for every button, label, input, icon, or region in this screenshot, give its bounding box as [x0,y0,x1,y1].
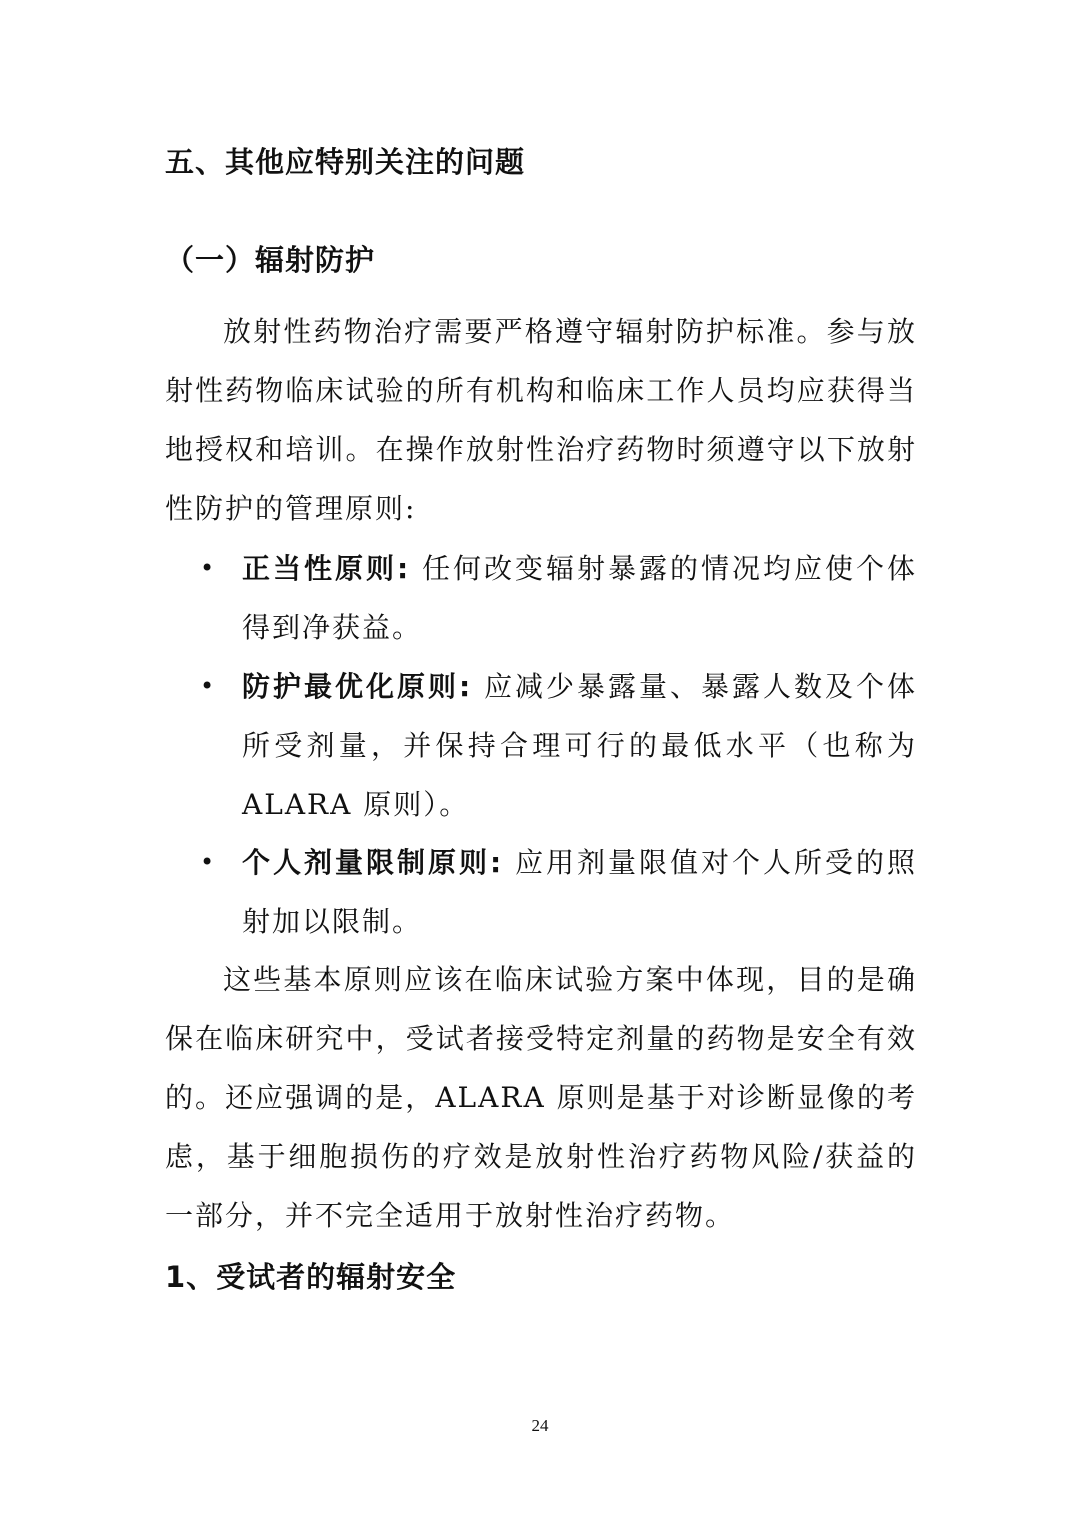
bullet-marker: • [200,672,215,700]
section-heading: 五、其他应特别关注的问题 [165,145,526,179]
bullet-text: 任何改变辐射暴露的情况均应使个体得到净获益。 [242,552,917,644]
bullet-term: 正当性原则: [242,552,411,585]
bullet-marker: • [200,848,215,876]
bullet-text: 应减少暴露量、暴露人数及个体所受剂量，并保持合理可行的最低水平（也称为 ALARA 原则）。 [242,670,918,821]
next-section-heading: 1、受试者的辐射安全 [165,1260,457,1294]
bullet-term: 防护最优化原则: [242,670,473,703]
bullet-item [200,833,917,951]
bullet-term: 个人剂量限制原则: [242,846,504,879]
bullet-text: 应用剂量限值对个人所受的照射加以限制。 [242,846,918,938]
page-number: 24 [531,1416,549,1435]
conclusion-paragraph: 这些基本原则应该在临床试验方案中体现，目的是确保在临床研究中，受试者接受特定剂量的药物是安全有效的。还应强调的是，ALARA 原则是基于对诊断显像的考虑，基于细胞损伤的疗效是放射性治疗药物风险/获益的一部分，并不完全适用于放射性治疗药物。 [165,963,917,1232]
bullet-marker: • [200,554,215,582]
subsection-heading: （一）辐射防护 [165,243,376,277]
bullet-item [200,539,917,657]
bullet-item [200,657,917,834]
intro-paragraph: 放射性药物治疗需要严格遵守辐射防护标准。参与放射性药物临床试验的所有机构和临床工作人员均应获得当地授权和培训。在操作放射性治疗药物时须遵守以下放射性防护的管理原则: [165,315,917,525]
